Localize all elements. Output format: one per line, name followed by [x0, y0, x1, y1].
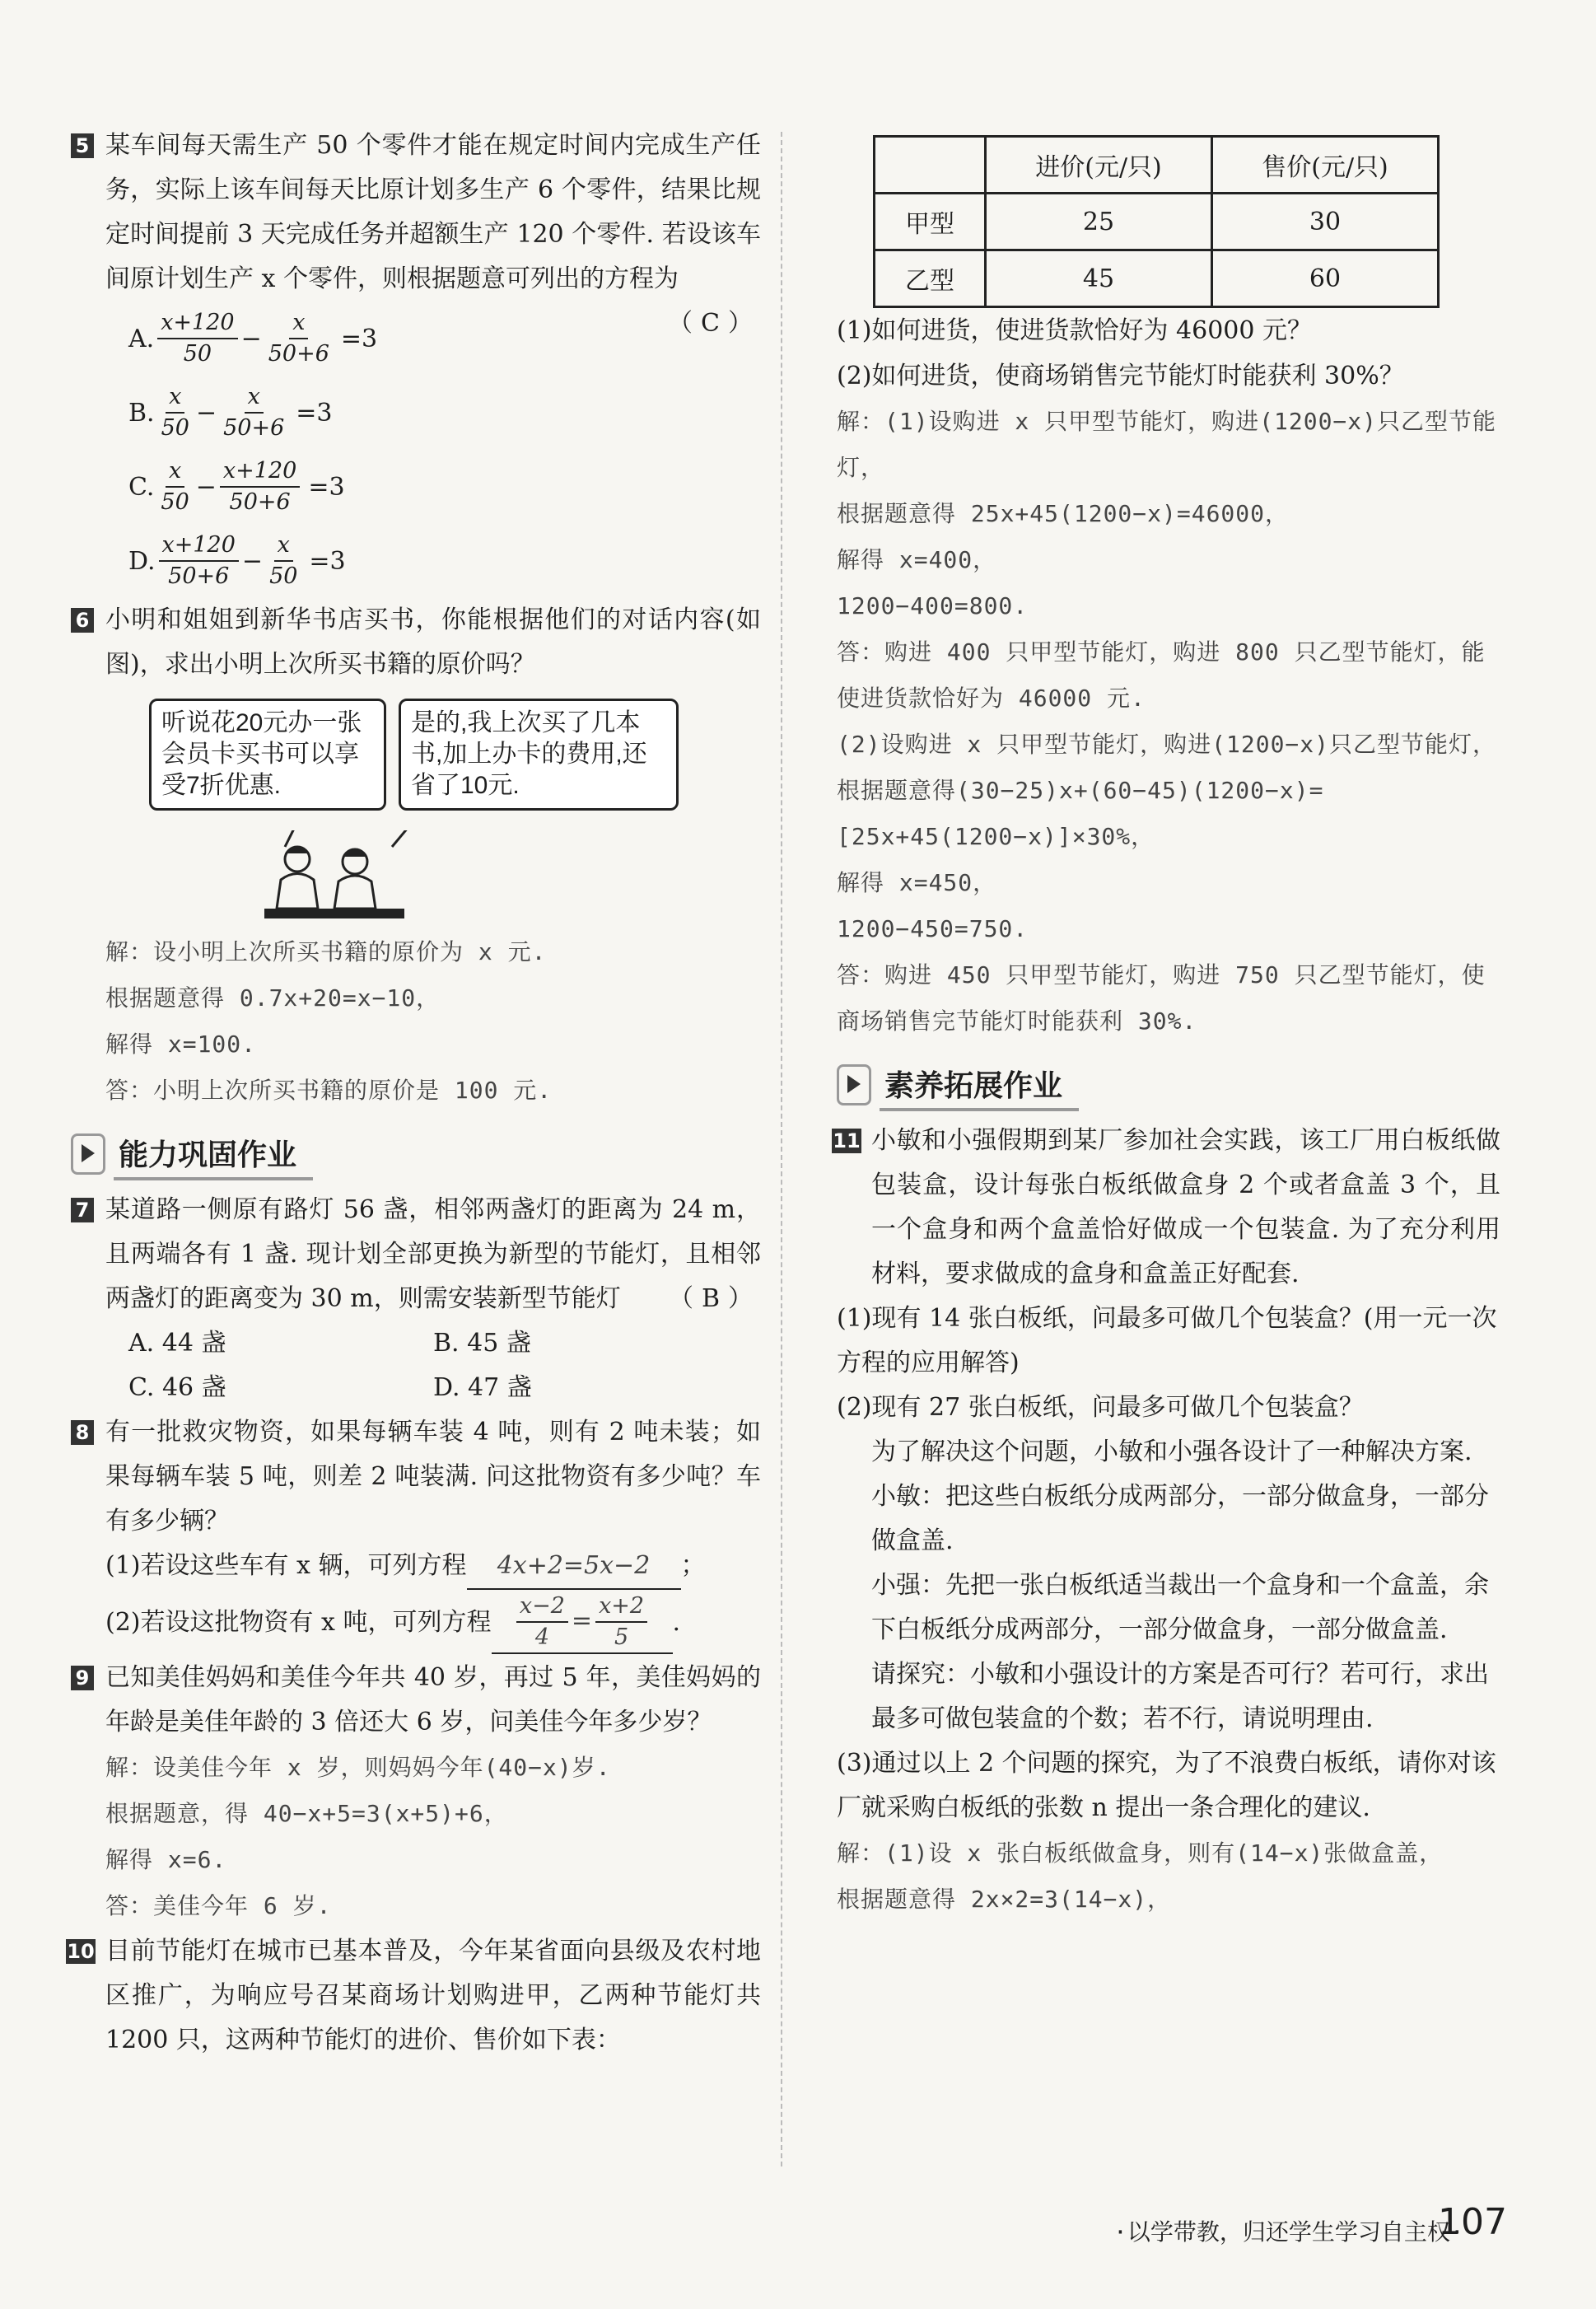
question-11-1: (1)现有 14 张白板纸，问最多可做几个包装盒？(用一元一次方程的应用解答)	[837, 1304, 1497, 1377]
plan-xiaoqiang: 小强：先把一张白板纸适当裁出一个盒身和一个盒盖，余下白板纸分成两部分，一部分做盒身，一部分做盒盖.	[871, 1571, 1489, 1644]
problem-8	[71, 1410, 761, 1544]
column-divider	[781, 132, 782, 2166]
option-d: D. $\frac{x+120}{50+6}$ − $\frac{x}{50}$ =3	[128, 532, 346, 589]
question-10-2: (2)如何进货，使商场销售完节能灯时能获利 30%？	[837, 362, 1404, 390]
problem-number: 9	[71, 1666, 94, 1690]
left-column	[67, 124, 761, 2063]
problem-number: 6	[71, 608, 94, 633]
dialogue-illustration	[71, 699, 761, 921]
option-row: A. 44 盏 B. 45 盏	[128, 1329, 531, 1358]
answer-blank[interactable]: 4x+2=5x−2	[467, 1544, 681, 1590]
answer-key: （C）	[668, 309, 761, 338]
solution-6: 解：设小明上次所买书籍的原价为 x 元. 根据题意得 0.7x+20=x−10， 解得 x=100. 答：小明上次所买书籍的原价是 100 元.	[105, 938, 553, 1104]
table-row: 甲型 25 30	[875, 194, 1439, 250]
problem-6	[71, 598, 761, 687]
answer-blank[interactable]: $\frac{x-2}{4}$ = $\frac{x+2}{5}$	[492, 1592, 673, 1654]
right-column	[833, 124, 1500, 1923]
problem-text: 小明和姐姐到新华书店买书，你能根据他们的对话内容(如图)，求出小明上次所买书籍的原价吗？	[105, 605, 761, 679]
option-c: C. $\frac{x}{50}$ − $\frac{x+120}{50+6}$ =3	[128, 458, 345, 515]
option-list	[71, 301, 761, 598]
table-header-row: 进价(元/只) 售价(元/只)	[875, 137, 1439, 194]
option-b: B. $\frac{x}{50}$ − $\frac{x}{50+6}$ =3	[128, 384, 333, 441]
sub-question-2: (2)若设这批物资有 x 吨，可列方程 $\frac{x-2}{4}$ = $\frac{x+2}{5}$ .	[105, 1590, 761, 1656]
problem-text: 已知美佳妈妈和美佳今年共 40 岁，再过 5 年，美佳妈妈的年龄是美佳年龄的 3 倍还大 6 岁，问美佳今年多少岁？	[105, 1663, 761, 1736]
problem-7	[71, 1188, 761, 1321]
arrow-icon	[837, 1064, 871, 1105]
question-11-3: (3)通过以上 2 个问题的探究，为了不浪费白板纸，请你对该厂就采购白板纸的张数 n 提出一条合理化的建议.	[837, 1749, 1496, 1822]
speech-bubble-left: 听说花20元办一张会员卡买书可以享受7折优惠.	[149, 699, 386, 811]
option-a: A. $\frac{x+120}{50}$ − $\frac{x}{50+6}$ =3	[128, 310, 378, 367]
problem-10	[67, 1929, 761, 2063]
problem-number: 5	[71, 133, 94, 158]
solution-9: 解：设美佳今年 x 岁，则妈妈今年(40−x)岁. 根据题意，得 40−x+5=3(x+5)+6， 解得 x=6. 答：美佳今年 6 岁.	[105, 1754, 611, 1919]
problem-text: 有一批救灾物资，如果每辆车装 4 吨，则有 2 吨未装；如果每辆车装 5 吨，则差 2 吨装满. 问这批物资有多少吨？车有多少辆？	[105, 1418, 761, 1535]
question-10-1: (1)如何进货，使进货款恰好为 46000 元？	[837, 316, 1313, 345]
problem-number: 11	[833, 1129, 861, 1152]
arrow-icon	[71, 1133, 105, 1175]
question-11-2-ask: 请探究：小敏和小强设计的方案是否可行？若可行，求出最多可做包装盒的个数；若不行，请说明理由.	[871, 1660, 1489, 1733]
plan-xiaomin: 小敏：把这些白板纸分成两部分，一部分做盒身，一部分做盒盖.	[871, 1482, 1489, 1555]
solution-11: 解：(1)设 x 张白板纸做盒身，则有(14−x)张做盒盖， 根据题意得 2x×2=3(14−x)，	[837, 1839, 1444, 1913]
section-header-extension: 素养拓展作业	[837, 1056, 1500, 1114]
problem-text: 目前节能灯在城市已基本普及，今年某省面向县级及农村地区推广，为响应号召某商场计划购进甲，乙两种节能灯共 1200 只，这两种节能灯的进价、售价如下表：	[105, 1937, 761, 2054]
two-students-icon	[260, 830, 507, 921]
problem-number: 10	[67, 1940, 95, 1963]
footer-slogan: ·以学带教，归还学生学习自主权·	[1113, 2218, 1464, 2246]
section-header-ability: 能力巩固作业	[71, 1125, 761, 1183]
problem-number: 8	[71, 1420, 94, 1445]
page-number: 107	[1438, 2201, 1507, 2243]
problem-text: 小敏和小强假期到某厂参加社会实践，该工厂用白板纸做包装盒，设计每张白板纸做盒身 2 个或者盒盖 3 个，且一个盒身和两个盒盖恰好做成一个包装盒. 为了充分利用材料，要求做成的盒身和盒盖正好配套.	[871, 1126, 1500, 1288]
question-11-2: (2)现有 27 张白板纸，问最多可做几个包装盒？	[837, 1393, 1364, 1422]
problem-number: 7	[71, 1198, 94, 1222]
table-row: 乙型 45 60	[875, 250, 1439, 307]
problem-9	[71, 1656, 761, 1745]
option-row: C. 46 盏 D. 47 盏	[128, 1373, 532, 1402]
sub-question-1: (1)若设这些车有 x 辆，可列方程 4x+2=5x−2 ；	[105, 1544, 761, 1590]
solution-10: 解：(1)设购进 x 只甲型节能灯，购进(1200−x)只乙型节能灯， 根据题意得 25x+45(1200−x)=46000， 解得 x=400， 1200−400=800. 答：购进 400 只甲型节能灯，购进 800 只乙型节能灯，能使进货款恰好为 46000 元. (2)设购进 x 只甲型节能灯，购进(1200−x)只乙型节能灯， 根据题意得(30−25)x+(60−45)(1200−x)=[25x+45(1200−x)]×30%， 解得 x=450， 1200−450=750. 答：购进 450 只甲型节能灯，购进 750 只乙型节能灯，使商场销售完节能灯时能获利 30%.	[837, 408, 1497, 1035]
price-table	[873, 135, 1440, 308]
speech-bubble-right: 是的,我上次买了几本书,加上办卡的费用,还省了10元.	[399, 699, 679, 811]
answer-key: （B）	[668, 1284, 761, 1313]
problem-5	[71, 124, 761, 338]
problem-11	[833, 1119, 1500, 1297]
problem-text: 某车间每天需生产 50 个零件才能在规定时间内完成生产任务，实际上该车间每天比原计划多生产 6 个零件，结果比规定时间提前 3 天完成任务并超额生产 120 个零件. 若设该车间原计划生产 x 个零件，则根据题意可列出的方程为 （C）	[105, 124, 761, 301]
problem-text: 某道路一侧原有路灯 56 盏，相邻两盏灯的距离为 24 m，且两端各有 1 盏. 现计划全部更换为新型的节能灯，且相邻两盏灯的距离变为 30 m，则需安装新型节能灯 （B）	[105, 1188, 761, 1321]
question-11-2-intro: 为了解决这个问题，小敏和小强各设计了一种解决方案.	[871, 1437, 1472, 1466]
